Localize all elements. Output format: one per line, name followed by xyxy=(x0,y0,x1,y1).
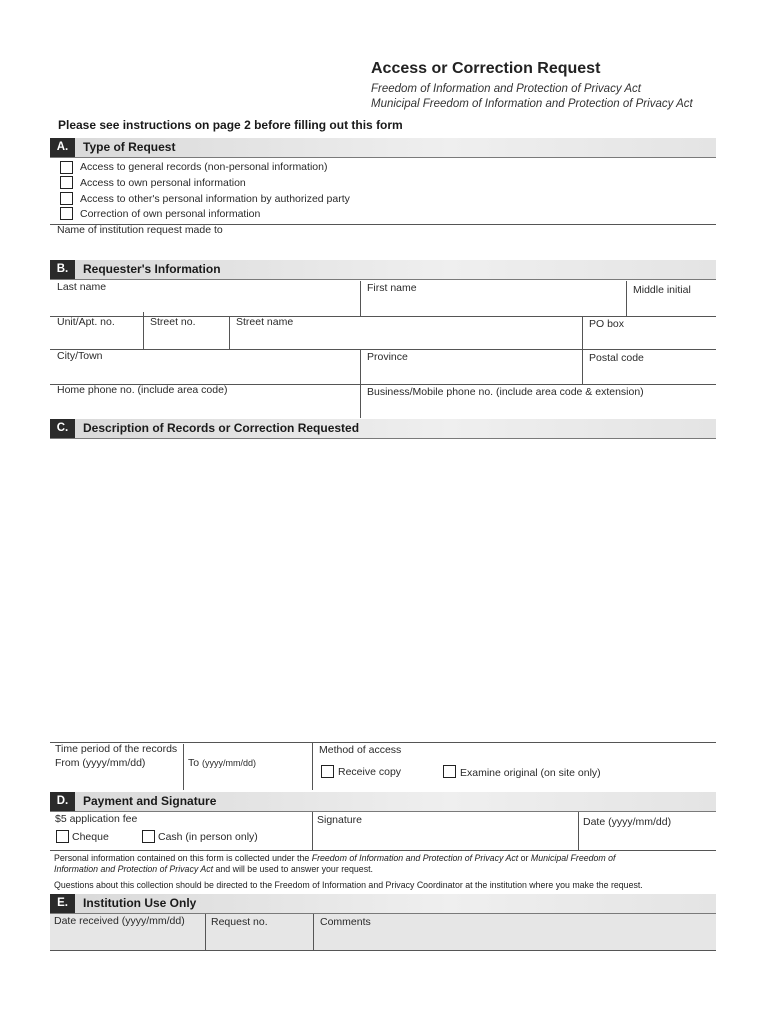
last-name-field[interactable] xyxy=(57,281,357,313)
form-title: Access or Correction Request xyxy=(371,60,601,77)
privacy-notice-line1: Personal information contained on this form is collected under the Freedom of Information and Protection of Privacy Act or Municipal Freedom of xyxy=(54,853,616,863)
section-a-letter: A. xyxy=(50,138,75,157)
option-correction: Correction of own personal information xyxy=(80,208,261,220)
form-subtitle-mfippa: Municipal Freedom of Information and Protection of Privacy Act xyxy=(371,98,693,110)
to-date-format: (yyyy/mm/dd) xyxy=(202,758,257,768)
first-name-label: First name xyxy=(367,282,417,294)
divider xyxy=(50,850,716,851)
street-no-label: Street no. xyxy=(150,316,196,328)
middle-initial-field[interactable] xyxy=(633,284,713,314)
city-town-field[interactable] xyxy=(57,350,357,382)
section-b-title: Requester's Information xyxy=(83,262,221,276)
section-d-letter: D. xyxy=(50,792,75,811)
institution-name-field[interactable] xyxy=(57,224,716,254)
method-of-access-label: Method of access xyxy=(319,744,402,756)
description-textarea[interactable] xyxy=(50,440,716,740)
divider xyxy=(582,349,583,384)
to-date-label: To xyxy=(188,757,200,769)
divider xyxy=(360,281,361,317)
middle-initial-label: Middle initial xyxy=(633,284,691,296)
divider xyxy=(582,316,583,349)
checkbox-correction[interactable] xyxy=(60,207,73,220)
province-field[interactable] xyxy=(367,351,577,383)
divider xyxy=(229,316,230,349)
section-a-header xyxy=(50,138,716,158)
receive-copy-label: Receive copy xyxy=(338,766,402,778)
section-b-letter: B. xyxy=(50,260,75,279)
section-b-header xyxy=(50,260,716,280)
form-subtitle-fippa: Freedom of Information and Protection of Privacy Act xyxy=(371,83,641,95)
comments-label: Comments xyxy=(320,916,371,928)
divider xyxy=(626,281,627,317)
city-town-label: City/Town xyxy=(57,350,103,362)
examine-original-label: Examine original (on site only) xyxy=(460,767,601,779)
divider xyxy=(312,742,313,790)
checkbox-cheque[interactable] xyxy=(56,830,69,843)
date-field[interactable] xyxy=(583,816,713,848)
po-box-label: PO box xyxy=(589,318,625,330)
street-name-field[interactable] xyxy=(236,316,576,348)
divider xyxy=(578,812,579,850)
application-fee-label: $5 application fee xyxy=(55,813,138,825)
institution-name-label: Name of institution request made to xyxy=(57,224,223,236)
date-received-label: Date received (yyyy/mm/dd) xyxy=(54,915,185,927)
request-no-field[interactable] xyxy=(211,916,309,950)
section-e-header xyxy=(50,894,716,914)
from-date-label: From (yyyy/mm/dd) xyxy=(55,757,146,769)
instructions-note: Please see instructions on page 2 before filling out this form xyxy=(58,118,403,132)
section-c-letter: C. xyxy=(50,419,75,438)
divider xyxy=(50,950,716,951)
option-general-records: Access to general records (non-personal information) xyxy=(80,161,328,173)
divider xyxy=(313,914,314,950)
po-box-field[interactable] xyxy=(589,318,713,348)
section-d-header xyxy=(50,792,716,812)
date-received-field[interactable] xyxy=(54,915,202,949)
business-phone-field[interactable] xyxy=(367,386,712,416)
checkbox-general-records[interactable] xyxy=(60,161,73,174)
section-a-title: Type of Request xyxy=(83,140,176,154)
home-phone-field[interactable] xyxy=(57,384,357,416)
street-no-field[interactable] xyxy=(150,316,226,348)
privacy-questions-note: Questions about this collection should be directed to the Freedom of Information and Privacy Coordinator at the institution where you make the request. xyxy=(54,880,643,890)
home-phone-label: Home phone no. (include area code) xyxy=(57,384,228,396)
section-c-header xyxy=(50,419,716,439)
section-d-title: Payment and Signature xyxy=(83,794,217,808)
divider xyxy=(360,349,361,384)
section-e-title: Institution Use Only xyxy=(83,896,197,910)
section-e-letter: E. xyxy=(50,894,75,913)
divider xyxy=(143,312,144,349)
signature-label: Signature xyxy=(317,814,362,826)
checkbox-receive-copy[interactable] xyxy=(321,765,334,778)
last-name-label: Last name xyxy=(57,281,107,293)
street-name-label: Street name xyxy=(236,316,294,328)
privacy-notice-line2: Information and Protection of Privacy Act and will be used to answer your request. xyxy=(54,864,373,874)
date-label: Date (yyyy/mm/dd) xyxy=(583,816,672,828)
divider xyxy=(183,744,184,790)
province-label: Province xyxy=(367,351,408,363)
checkbox-own-personal-info[interactable] xyxy=(60,176,73,189)
business-phone-label: Business/Mobile phone no. (include area code & extension) xyxy=(367,386,644,398)
to-date-field[interactable] xyxy=(188,757,308,787)
checkbox-cash[interactable] xyxy=(142,830,155,843)
cash-label: Cash (in person only) xyxy=(158,831,258,843)
time-period-label: Time period of the records xyxy=(55,743,178,755)
signature-field[interactable] xyxy=(317,814,575,848)
divider xyxy=(205,914,206,950)
option-other-personal-info: Access to other's personal information by authorized party xyxy=(80,193,350,205)
postal-code-field[interactable] xyxy=(589,352,713,382)
unit-apt-label: Unit/Apt. no. xyxy=(57,316,115,328)
option-own-personal-info: Access to own personal information xyxy=(80,177,246,189)
request-no-label: Request no. xyxy=(211,916,268,928)
comments-field[interactable] xyxy=(320,916,712,950)
postal-code-label: Postal code xyxy=(589,352,644,364)
checkbox-other-personal-info[interactable] xyxy=(60,192,73,205)
section-c-title: Description of Records or Correction Requested xyxy=(83,421,360,435)
divider xyxy=(312,812,313,850)
first-name-field[interactable] xyxy=(367,282,622,314)
cheque-label: Cheque xyxy=(72,831,109,843)
divider xyxy=(360,384,361,418)
from-date-field[interactable] xyxy=(55,757,180,787)
unit-apt-field[interactable] xyxy=(57,316,139,348)
checkbox-examine-original[interactable] xyxy=(443,765,456,778)
